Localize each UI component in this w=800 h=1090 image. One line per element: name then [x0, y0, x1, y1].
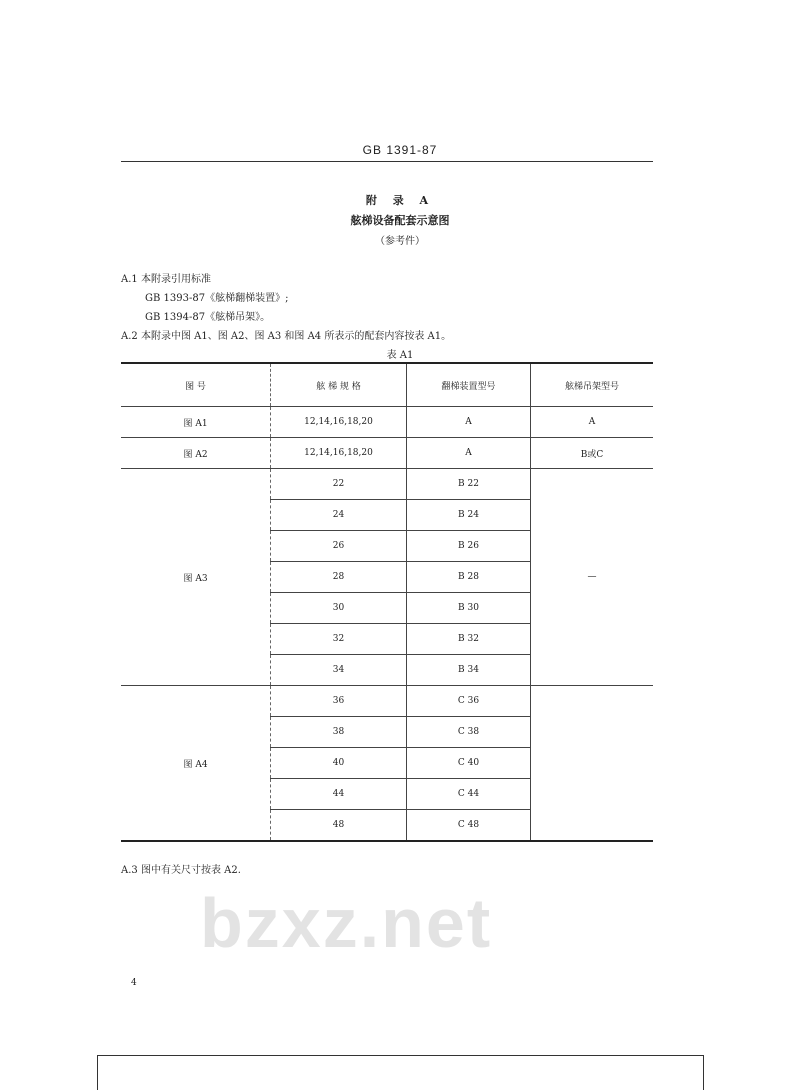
bottom-frame — [97, 1055, 704, 1090]
appendix-title: 舷梯设备配套示意图 — [350, 214, 450, 227]
appendix-label: 附 录 A — [365, 194, 435, 207]
cell-spec: 26 — [271, 531, 407, 562]
cell-spec: 30 — [271, 593, 407, 624]
cell-spec: 12,14,16,18,20 — [271, 438, 407, 469]
standard-number: GB 1391-87 — [362, 143, 438, 157]
appendix-note: （参考件） — [375, 236, 425, 247]
table-a1 — [121, 362, 653, 842]
table-row — [121, 469, 653, 500]
cell-figure: 图 A2 — [121, 438, 271, 469]
cell-spec: 40 — [271, 748, 407, 779]
cell-turn: A — [407, 407, 531, 438]
cell-figure: 图 A1 — [121, 407, 271, 438]
header-turn-device: 翻梯装置型号 — [407, 363, 531, 407]
cell-figure: 图 A4 — [121, 686, 271, 842]
cell-turn: B 34 — [407, 655, 531, 686]
cell-turn: B 24 — [407, 500, 531, 531]
table-row — [121, 686, 653, 717]
cell-spec: 44 — [271, 779, 407, 810]
cell-hanger: A — [531, 407, 654, 438]
cell-figure: 图 A3 — [121, 469, 271, 686]
cell-turn: C 40 — [407, 748, 531, 779]
header-figure: 图 号 — [121, 363, 271, 407]
table-row — [121, 438, 653, 469]
cell-turn: C 36 — [407, 686, 531, 717]
cell-turn: B 32 — [407, 624, 531, 655]
cell-turn: C 44 — [407, 779, 531, 810]
section-a3: A.3 图中有关尺寸按表 A2. — [121, 865, 241, 876]
header-rule — [121, 161, 653, 162]
cell-turn: B 26 — [407, 531, 531, 562]
table-caption: 表 A1 — [386, 350, 414, 361]
cell-turn: B 28 — [407, 562, 531, 593]
cell-turn: C 48 — [407, 810, 531, 842]
cell-spec: 28 — [271, 562, 407, 593]
table-row — [121, 407, 653, 438]
reference-2: GB 1394-87《舷梯吊架》。 — [145, 312, 271, 323]
watermark: bzxz.net — [200, 884, 493, 962]
page-number: 4 — [131, 978, 137, 988]
cell-spec: 34 — [271, 655, 407, 686]
cell-spec: 24 — [271, 500, 407, 531]
cell-spec: 12,14,16,18,20 — [271, 407, 407, 438]
cell-turn: B 22 — [407, 469, 531, 500]
cell-spec: 38 — [271, 717, 407, 748]
cell-turn: C 38 — [407, 717, 531, 748]
cell-hanger: B或C — [531, 438, 654, 469]
cell-spec: 22 — [271, 469, 407, 500]
cell-hanger: — — [531, 469, 654, 686]
section-a1-heading: A.1 本附录引用标准 — [121, 274, 211, 285]
reference-1: GB 1393-87《舷梯翻梯装置》; — [145, 293, 289, 304]
header-hanger: 舷梯吊架型号 — [531, 363, 654, 407]
cell-spec: 36 — [271, 686, 407, 717]
cell-turn: B 30 — [407, 593, 531, 624]
section-a2: A.2 本附录中图 A1、图 A2、图 A3 和图 A4 所表示的配套内容按表 A1。 — [121, 331, 452, 342]
cell-turn: A — [407, 438, 531, 469]
cell-spec: 48 — [271, 810, 407, 842]
cell-hanger — [531, 686, 654, 842]
header-spec: 舷 梯 规 格 — [271, 363, 407, 407]
cell-spec: 32 — [271, 624, 407, 655]
table-header-row — [121, 363, 653, 407]
